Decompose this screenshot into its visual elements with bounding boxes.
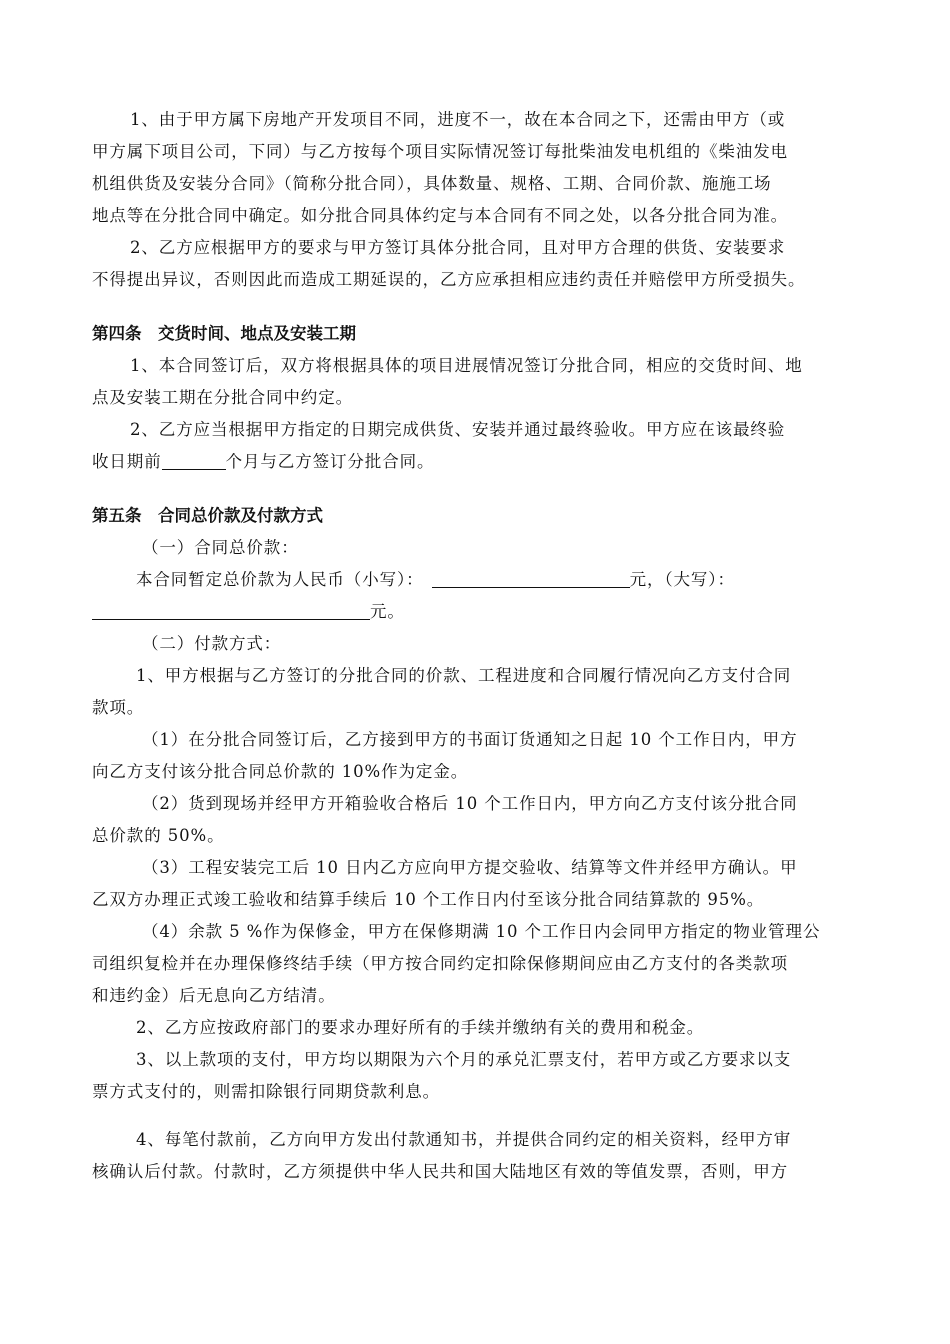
section-heading-4: 第四条 交货时间、地点及安装工期 [92,324,356,343]
paragraph-line [92,596,862,628]
paragraph-line: （4）余款 5 %作为保修金，甲方在保修期满 10 个工作日内会同甲方指定的物业管理公 [142,922,821,941]
paragraph-line: 核确认后付款。付款时，乙方须提供中华人民共和国大陆地区有效的等值发票，否则，甲方 [92,1162,788,1181]
paragraph-line: （3）工程安装完工后 10 日内乙方应向甲方提交验收、结算等文件并经甲方确认。甲 [142,858,798,877]
paragraph-line: 1、甲方根据与乙方签订的分批合同的价款、工程进度和合同履行情况向乙方支付合同 [136,666,792,685]
text-span: 个月与乙方签订分批合同。 [225,452,435,471]
paragraph-line: 2、乙方应按政府部门的要求办理好所有的手续并缴纳有关的费用和税金。 [136,1018,705,1037]
paragraph-line [92,564,862,596]
paragraph-line: 4、每笔付款前，乙方向甲方发出付款通知书，并提供合同约定的相关资料，经甲方审 [136,1130,792,1149]
paragraph-line: 向乙方支付该分批合同总价款的 10%作为定金。 [92,762,469,781]
section-heading-5: 第五条 合同总价款及付款方式 [92,506,323,525]
paragraph-line: （1）在分批合同签订后，乙方接到甲方的书面订货通知之日起 10 个工作日内，甲方 [142,730,798,749]
text-span: 元，（大写）： [629,570,735,589]
paragraph-line: （2）货到现场并经甲方开箱验收合格后 10 个工作日内，甲方向乙方支付该分批合同 [142,794,798,813]
paragraph-line: 票方式支付的，则需扣除银行同期贷款利息。 [92,1082,440,1101]
paragraph-line [92,446,862,478]
contract-page [92,104,862,1188]
paragraph-line: 2、乙方应当根据甲方指定的日期完成供货、安装并通过最终验收。甲方应在该最终验 [130,420,786,439]
paragraph-line: 款项。 [92,698,145,717]
paragraph-line: 1、本合同签订后，双方将根据具体的项目进展情况签订分批合同，相应的交货时间、地 [130,356,803,375]
paragraph-line: 不得提出异议，否则因此而造成工期延误的，乙方应承担相应违约责任并赔偿甲方所受损失。 [92,270,806,289]
paragraph-line: 甲方属下项目公司，下同）与乙方按每个项目实际情况签订每批柴油发电机组的《柴油发电 [92,142,788,161]
paragraph-line: 地点等在分批合同中确定。如分批合同具体约定与本合同有不同之处，以各分批合同为准。 [92,206,788,225]
subheading-total-price: （一）合同总价款： [142,538,299,557]
fill-blank-price-figures[interactable] [432,569,630,588]
subheading-payment-method: （二）付款方式： [142,634,282,653]
paragraph-line: 1、由于甲方属下房地产开发项目不同，进度不一，故在本合同之下，还需由甲方（或 [130,110,786,129]
paragraph-line: 3、以上款项的支付，甲方均以期限为六个月的承兑汇票支付，若甲方或乙方要求以支 [136,1050,792,1069]
paragraph-line: 和违约金）后无息向乙方结清。 [92,986,336,1005]
text-span: 本合同暂定总价款为人民币（小写）： [136,570,424,589]
text-span: 收日期前 [92,452,162,471]
fill-blank-price-words[interactable] [92,601,370,620]
paragraph-line: 点及安装工期在分批合同中约定。 [92,388,353,407]
fill-blank-months[interactable] [162,451,226,470]
text-span: 元。 [370,602,405,621]
paragraph-line: 司组织复检并在办理保修终结手续（甲方按合同约定扣除保修期间应由乙方支付的各类款项 [92,954,788,973]
paragraph-line: 机组供货及安装分合同》（简称分批合同），具体数量、规格、工期、合同价款、施施工场 [92,174,772,193]
paragraph-line: 总价款的 50%。 [92,826,225,845]
paragraph-line: 2、乙方应根据甲方的要求与甲方签订具体分批合同，且对甲方合理的供货、安装要求 [130,238,786,257]
paragraph-line: 乙双方办理正式竣工验收和结算手续后 10 个工作日内付至该分批合同结算款的 95%。 [92,890,765,909]
